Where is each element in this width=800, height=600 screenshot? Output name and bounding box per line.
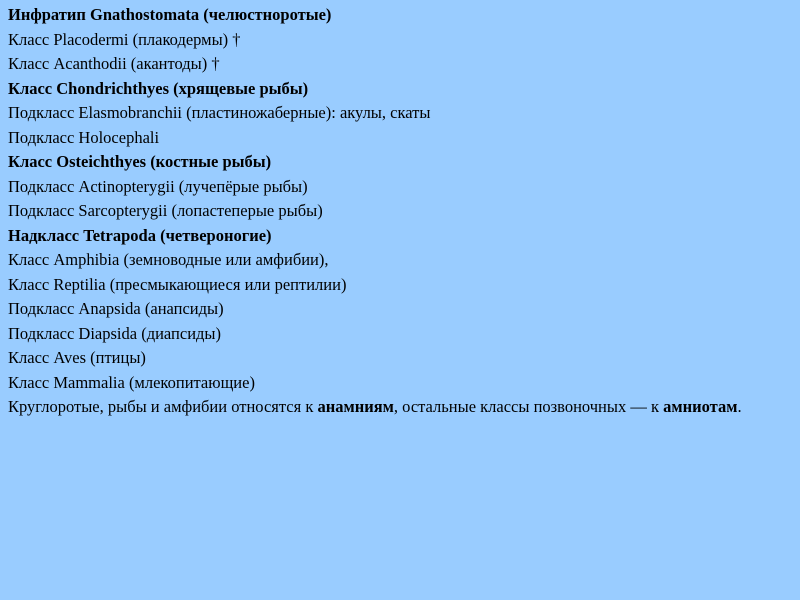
note-text: , остальные классы позвоночных — к xyxy=(393,397,664,416)
note-text: Круглоротые, рыбы и амфибии относятся к xyxy=(8,397,318,416)
term-anamnia: анамниям xyxy=(317,397,394,416)
heading-superclass: Надкласс Tetrapoda (четвероногие) xyxy=(8,225,272,245)
note-text: . xyxy=(737,397,742,416)
heading-infratype: Инфратип Gnathostomata (челюстноротые) xyxy=(8,5,332,24)
class-line: Класс Acanthodii (акантоды) † xyxy=(8,54,220,73)
class-line: Класс Amphibia (земноводные или амфибии), xyxy=(8,250,329,269)
class-line: Класс Reptilia (пресмыкающиеся или рептилии) xyxy=(8,274,347,294)
subclass-line: Подкласс Holocephali xyxy=(8,127,160,147)
class-line: Класс Placodermi (плакодермы) † xyxy=(8,29,241,49)
subclass-line: Подкласс Elasmobranchii (пластиножаберные): акулы, скаты xyxy=(8,103,431,122)
subclass-line: Подкласс Actinopterygii (лучепёрые рыбы) xyxy=(8,176,308,196)
subclass-line: Подкласс Anapsida (анапсиды) xyxy=(8,299,224,318)
heading-class: Класс Chondrichthyes (хрящевые рыбы) xyxy=(8,78,309,98)
subclass-line: Подкласс Sarcopterygii (лопастеперые рыбы) xyxy=(8,201,323,220)
subclass-line: Подкласс Diapsida (диапсиды) xyxy=(8,323,221,343)
class-line: Класс Mammalia (млекопитающие) xyxy=(8,372,255,392)
class-line: Класс Aves (птицы) xyxy=(8,348,146,367)
summary-note xyxy=(8,395,792,420)
term-amniota: амниотам xyxy=(663,397,738,416)
heading-class: Класс Osteichthyes (костные рыбы) xyxy=(8,152,272,171)
